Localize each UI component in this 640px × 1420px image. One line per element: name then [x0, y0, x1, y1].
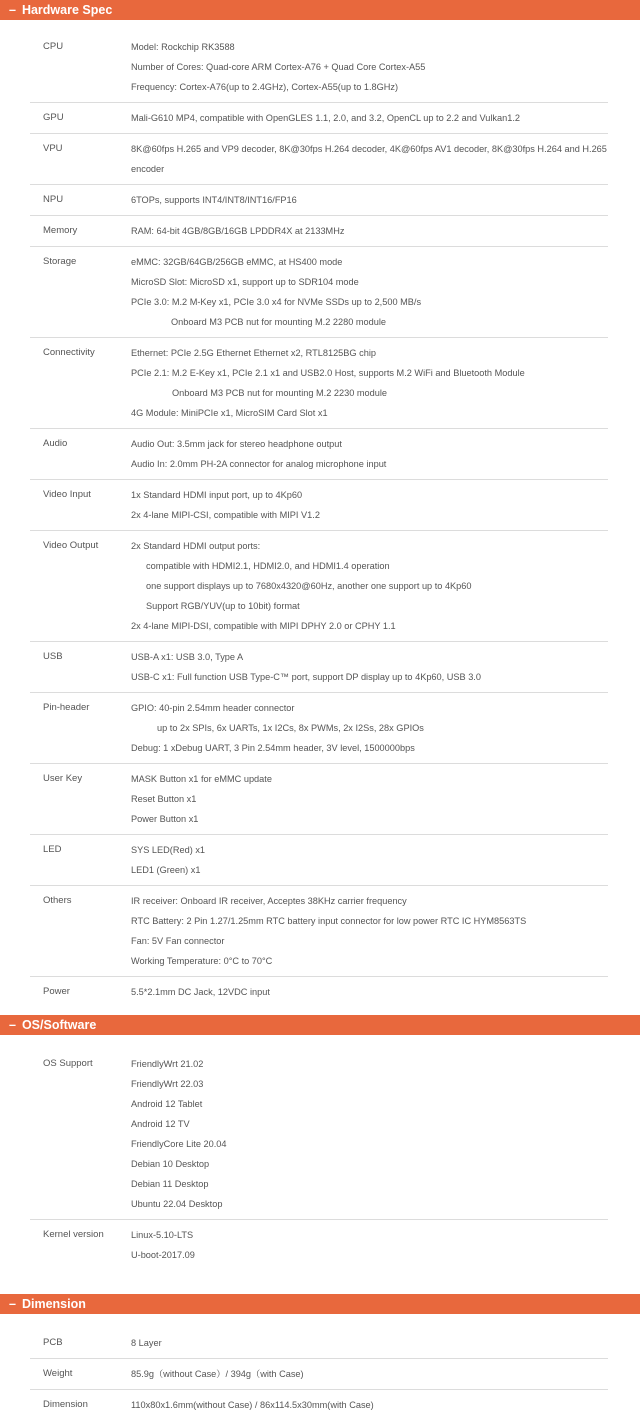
spec-value-line: Ubuntu 22.04 Desktop: [131, 1199, 223, 1209]
spec-value-line: 6TOPs, supports INT4/INT8/INT16/FP16: [131, 195, 297, 205]
spec-row-values: [131, 1054, 608, 1214]
spec-row-values: [131, 1364, 608, 1384]
spec-row: [30, 693, 608, 764]
section-header-1: [0, 1015, 640, 1035]
spec-row-label: OS Support: [43, 1058, 93, 1069]
spec-value-line: Debian 10 Desktop: [131, 1159, 210, 1169]
spec-row-values: [131, 221, 608, 241]
spec-value-line: Working Temperature: 0°C to 70°C: [131, 956, 273, 966]
spec-row: [30, 835, 608, 886]
spec-row-values: [131, 647, 608, 687]
spec-row-label: CPU: [43, 41, 64, 52]
spec-value-line: Ethernet: PCIe 2.5G Ethernet Ethernet x2, RTL8125BG chip: [131, 348, 376, 358]
spec-row: [30, 764, 608, 835]
spec-value-line: one support displays up to 7680x4320@60Hz, another one support up to 4Kp60: [146, 581, 472, 591]
spec-row: [30, 480, 608, 531]
spec-row-label: Connectivity: [43, 347, 95, 358]
spec-value-line: 110x80x1.6mm(without Case) / 86x114.5x30mm(with Case): [131, 1400, 374, 1410]
spec-row: [30, 1390, 608, 1420]
spec-table-1: [30, 1049, 608, 1270]
spec-row-label: Weight: [43, 1368, 73, 1379]
spec-row-label: LED: [43, 844, 62, 855]
collapse-dash-icon: –: [9, 1297, 16, 1311]
section-title: Dimension: [21, 1297, 86, 1311]
spec-table-2: [30, 1328, 608, 1420]
spec-value-line: 2x 4-lane MIPI-DSI, compatible with MIPI DPHY 2.0 or CPHY 1.1: [131, 621, 396, 631]
spec-row-values: [131, 769, 608, 829]
spec-row-values: [131, 1225, 608, 1265]
spec-value-line: Audio In: 2.0mm PH-2A connector for analog microphone input: [131, 459, 387, 469]
spec-value-line: Support RGB/YUV(up to 10bit) format: [146, 601, 300, 611]
spec-row: [30, 338, 608, 429]
spec-row: [30, 642, 608, 693]
spec-value-line: Mali-G610 MP4, compatible with OpenGLES 1.1, 2.0, and 3.2, OpenCL up to 2.2 and Vulkan1.2: [131, 113, 521, 123]
spec-row-values: [131, 1333, 608, 1353]
spec-table-0: [30, 32, 608, 1007]
spec-row-label: Power: [43, 986, 70, 997]
spec-row: [30, 134, 608, 185]
spec-row-label: Kernel version: [43, 1229, 104, 1240]
spec-row: [30, 216, 608, 247]
spec-value-line: Number of Cores: Quad-core ARM Cortex-A76 + Quad Core Cortex-A55: [131, 62, 426, 72]
spec-row: [30, 1359, 608, 1390]
spec-value-line: FriendlyWrt 22.03: [131, 1079, 204, 1089]
spec-row: [30, 1049, 608, 1220]
section-title: Hardware Spec: [21, 3, 113, 17]
spec-row: [30, 1220, 608, 1270]
spec-value-line: SYS LED(Red) x1: [131, 845, 206, 855]
spec-value-line: encoder: [131, 164, 165, 174]
spec-value-line: FriendlyCore Lite 20.04: [131, 1139, 227, 1149]
spec-row: [30, 1328, 608, 1359]
spec-value-line: PCIe 3.0: M.2 M-Key x1, PCIe 3.0 x4 for NVMe SSDs up to 2,500 MB/s: [131, 297, 422, 307]
spec-row-values: [131, 252, 608, 332]
spec-value-line: 8 Layer: [131, 1338, 162, 1348]
spec-row-label: Video Input: [43, 489, 91, 500]
spec-value-line: MicroSD Slot: MicroSD x1, support up to SDR104 mode: [131, 277, 359, 287]
spec-value-line: Debian 11 Desktop: [131, 1179, 209, 1189]
spec-row-label: NPU: [43, 194, 64, 205]
spec-row-values: [131, 190, 608, 210]
spec-value-line: IR receiver: Onboard IR receiver, Acceptes 38KHz carrier frequency: [131, 896, 407, 906]
spec-value-line: 2x 4-lane MIPI-CSI, compatible with MIPI V1.2: [131, 510, 320, 520]
spec-row: [30, 32, 608, 103]
spec-row: [30, 185, 608, 216]
spec-value-line: MASK Button x1 for eMMC update: [131, 774, 272, 784]
spec-row: [30, 977, 608, 1007]
section-title: OS/Software: [21, 1018, 97, 1032]
spec-row-values: [131, 434, 608, 474]
collapse-dash-icon: –: [9, 3, 16, 17]
spec-row-label: Others: [43, 895, 72, 906]
spec-value-line: Fan: 5V Fan connector: [131, 936, 225, 946]
spec-value-line: 4G Module: MiniPCIe x1, MicroSIM Card Slot x1: [131, 408, 328, 418]
spec-value-line: RTC Battery: 2 Pin 1.27/1.25mm RTC battery input connector for low power RTC IC HYM8563TS: [131, 916, 527, 926]
spec-value-line: 8K@60fps H.265 and VP9 decoder, 8K@30fps H.264 decoder, 4K@60fps AV1 decoder, 8K@30fps H.264 and H.265: [131, 144, 607, 154]
spec-value-line: Power Button x1: [131, 814, 199, 824]
spec-row-values: [131, 1395, 608, 1415]
spec-row-values: [131, 37, 608, 97]
spec-value-line: Android 12 Tablet: [131, 1099, 203, 1109]
spec-value-line: USB-C x1: Full function USB Type-C™ port, support DP display up to 4Kp60, USB 3.0: [131, 672, 481, 682]
spec-value-line: Audio Out: 3.5mm jack for stereo headphone output: [131, 439, 342, 449]
spec-row: [30, 886, 608, 977]
spec-row: [30, 103, 608, 134]
spec-value-line: FriendlyWrt 21.02: [131, 1059, 204, 1069]
spec-row-label: PCB: [43, 1337, 63, 1348]
spec-row-label: User Key: [43, 773, 83, 784]
spec-row-values: [131, 108, 608, 128]
spec-row-label: Audio: [43, 438, 68, 449]
spec-value-line: eMMC: 32GB/64GB/256GB eMMC, at HS400 mode: [131, 257, 343, 267]
spec-row-values: [131, 139, 608, 179]
spec-value-line: compatible with HDMI2.1, HDMI2.0, and HDMI1.4 operation: [146, 561, 390, 571]
spec-value-line: PCIe 2.1: M.2 E-Key x1, PCIe 2.1 x1 and USB2.0 Host, supports M.2 WiFi and Bluetooth Module: [131, 368, 525, 378]
spec-value-line: Frequency: Cortex-A76(up to 2.4GHz), Cortex-A55(up to 1.8GHz): [131, 82, 399, 92]
spec-value-line: Onboard M3 PCB nut for mounting M.2 2230 module: [172, 388, 388, 398]
spec-value-line: U-boot-2017.09: [131, 1250, 195, 1260]
spec-value-line: 5.5*2.1mm DC Jack, 12VDC input: [131, 987, 270, 997]
spec-value-line: Debug: 1 xDebug UART, 3 Pin 2.54mm header, 3V level, 1500000bps: [131, 743, 415, 753]
spec-value-line: GPIO: 40-pin 2.54mm header connector: [131, 703, 295, 713]
spec-value-line: Android 12 TV: [131, 1119, 190, 1129]
spec-row-values: [131, 485, 608, 525]
spec-value-line: up to 2x SPIs, 6x UARTs, 1x I2Cs, 8x PWMs, 2x I2Ss, 28x GPIOs: [157, 723, 424, 733]
spec-value-line: Model: Rockchip RK3588: [131, 42, 235, 52]
spec-value-line: 2x Standard HDMI output ports:: [131, 541, 261, 551]
spec-value-line: USB-A x1: USB 3.0, Type A: [131, 652, 244, 662]
spec-row: [30, 429, 608, 480]
spec-row-label: Memory: [43, 225, 78, 236]
spec-value-line: RAM: 64-bit 4GB/8GB/16GB LPDDR4X at 2133MHz: [131, 226, 345, 236]
spec-row-label: Storage: [43, 256, 77, 267]
section-header-2: [0, 1294, 640, 1314]
spec-row-values: [131, 840, 608, 880]
spec-row: [30, 247, 608, 338]
spec-row-label: Pin-header: [43, 702, 90, 713]
spec-row-label: GPU: [43, 112, 64, 123]
collapse-dash-icon: –: [9, 1018, 16, 1032]
spec-row-values: [131, 891, 608, 971]
spec-row-label: VPU: [43, 143, 63, 154]
spec-row-values: [131, 982, 608, 1002]
spec-row-label: USB: [43, 651, 63, 662]
spec-value-line: 85.9g（without Case）/ 394g（with Case): [131, 1369, 304, 1379]
spec-value-line: Onboard M3 PCB nut for mounting M.2 2280 module: [171, 317, 387, 327]
spec-value-line: Reset Button x1: [131, 794, 197, 804]
spec-row-values: [131, 698, 608, 758]
spec-row-values: [131, 343, 608, 423]
spec-row-label: Video Output: [43, 540, 99, 551]
spec-value-line: 1x Standard HDMI input port, up to 4Kp60: [131, 490, 303, 500]
spec-value-line: Linux-5.10-LTS: [131, 1230, 194, 1240]
spec-value-line: LED1 (Green) x1: [131, 865, 201, 875]
spec-row-values: [131, 536, 608, 636]
spec-row-label: Dimension: [43, 1399, 88, 1410]
section-header-0: [0, 0, 640, 20]
spec-row: [30, 531, 608, 642]
